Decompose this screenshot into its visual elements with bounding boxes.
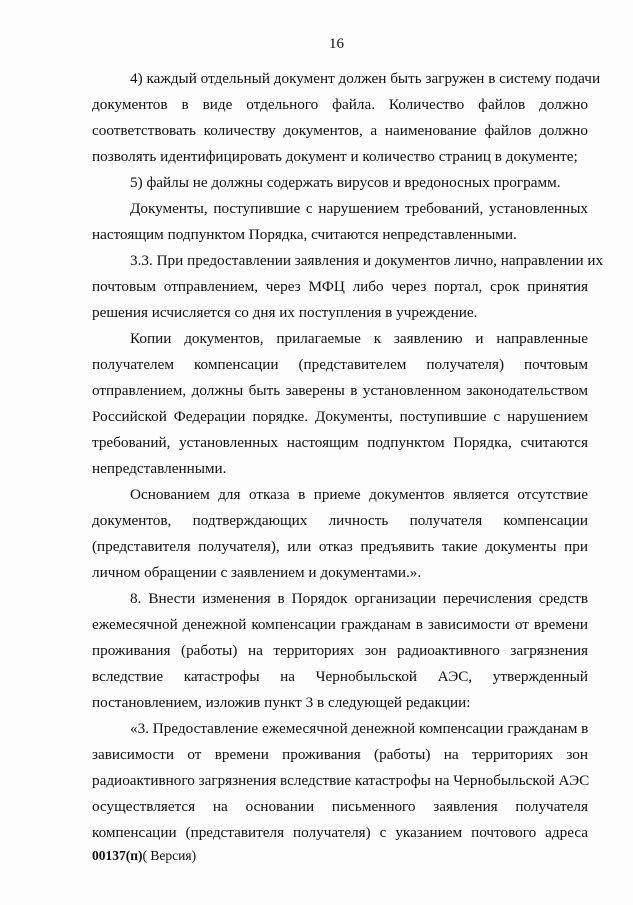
- paragraph: [92, 716, 588, 846]
- text-line: «3. Предоставление ежемесячной денежной компенсации гражданам в: [130, 720, 589, 737]
- paragraph: [92, 66, 601, 170]
- text-line: документов в виде отдельного файла. Количество файлов должно: [92, 96, 588, 113]
- paragraph: [92, 248, 604, 326]
- paragraph: [92, 170, 588, 196]
- text-line: соответствовать количеству документов, а наименование файлов должно: [92, 122, 588, 139]
- paragraph: [92, 586, 588, 716]
- text-line: радиоактивного загрязнения вследствие катастрофы на Чернобыльской АЭС: [92, 772, 590, 789]
- text-line: 8. Внести изменения в Порядок организации перечисления средств: [130, 590, 588, 607]
- text-line: 5) файлы не должны содержать вирусов и вредоносных программ.: [130, 174, 561, 191]
- page-number: 16: [329, 36, 344, 52]
- paragraph: [92, 196, 588, 248]
- text-line: ежемесячной денежной компенсации гражданам в зависимости от времени: [92, 616, 588, 633]
- text-line: Копии документов, прилагаемые к заявлению и направленные: [130, 330, 588, 347]
- text-line: (представителя получателя), или отказ предъявить такие документы при: [92, 538, 588, 555]
- text-line: отправлением, должны быть заверены в установленном законодательством: [92, 382, 588, 399]
- document-version: ( Версия): [142, 848, 197, 863]
- text-line: документов, подтверждающих личность получателя компенсации: [92, 512, 588, 529]
- text-line: позволять идентифицировать документ и количество страниц в документе;: [92, 148, 578, 165]
- text-line: вследствие катастрофы на Чернобыльской АЭС, утвержденный: [92, 668, 588, 685]
- text-line: личном обращении с заявлением и документами.».: [92, 564, 422, 581]
- text-line: непредставленными.: [92, 460, 227, 477]
- paragraph: [92, 482, 588, 586]
- text-line: 3.3. При предоставлении заявления и документов лично, направлении их: [130, 252, 604, 269]
- paragraph: [92, 326, 588, 482]
- document-footer: [92, 848, 196, 864]
- text-line: осуществляется на основании письменного заявления получателя: [92, 798, 588, 815]
- text-line: проживания (работы) на территориях зон радиоактивного загрязнения: [92, 642, 588, 659]
- text-line: Основанием для отказа в приеме документов является отсутствие: [130, 486, 588, 503]
- text-line: зависимости от времени проживания (работы) на территориях зон: [92, 746, 588, 763]
- text-line: требований, установленных настоящим подпунктом Порядка, считаются: [92, 434, 588, 451]
- text-line: постановлением, изложив пункт 3 в следующей редакции:: [92, 694, 471, 711]
- text-line: Документы, поступившие с нарушением требований, установленных: [130, 200, 588, 217]
- document-body: [92, 66, 604, 846]
- text-line: получателем компенсации (представителем получателя) почтовым: [92, 356, 588, 373]
- text-line: почтовым отправлением, через МФЦ либо через портал, срок принятия: [92, 278, 588, 295]
- text-line: решения исчисляется со дня их поступления в учреждение.: [92, 304, 478, 321]
- document-code: 00137(п): [92, 848, 143, 863]
- text-line: Российской Федерации порядке. Документы, поступившие с нарушением: [92, 408, 588, 425]
- text-line: 4) каждый отдельный документ должен быть загружен в систему подачи: [130, 70, 601, 87]
- text-line: настоящим подпунктом Порядка, считаются непредставленными.: [92, 226, 517, 243]
- text-line: компенсации (представителя получателя) с указанием почтового адреса: [92, 824, 588, 841]
